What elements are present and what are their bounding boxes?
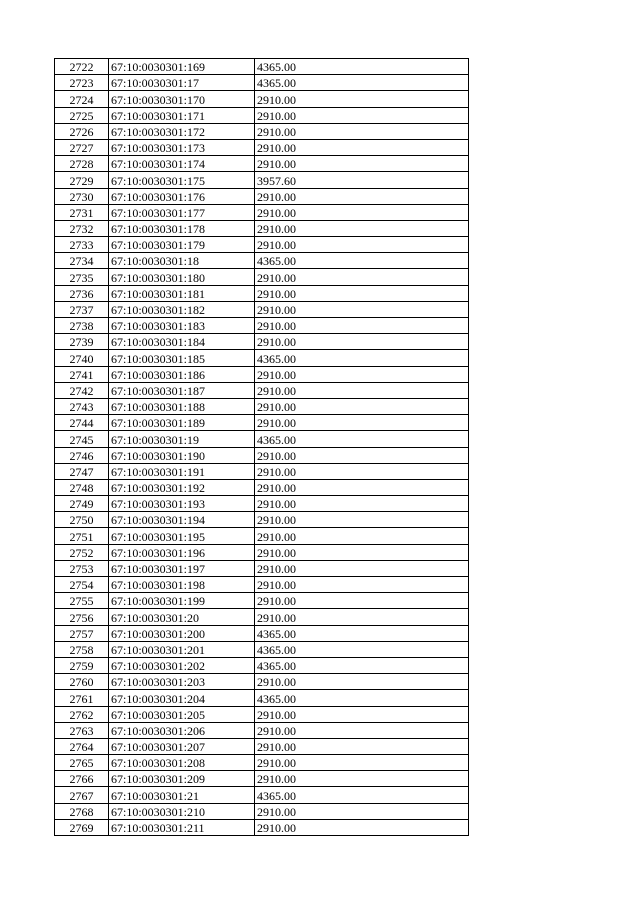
value-cell: 2910.00 bbox=[255, 544, 469, 560]
cadastral-number-cell: 67:10:0030301:188 bbox=[109, 398, 255, 414]
table-row bbox=[55, 91, 469, 107]
value-cell: 2910.00 bbox=[255, 479, 469, 495]
value-cell: 2910.00 bbox=[255, 496, 469, 512]
value-cell: 4365.00 bbox=[255, 787, 469, 803]
cadastral-number-cell: 67:10:0030301:186 bbox=[109, 366, 255, 382]
value-cell: 2910.00 bbox=[255, 803, 469, 819]
table-row bbox=[55, 188, 469, 204]
row-number-cell: 2738 bbox=[55, 318, 109, 334]
cadastral-number-cell: 67:10:0030301:17 bbox=[109, 75, 255, 91]
cadastral-number-cell: 67:10:0030301:173 bbox=[109, 139, 255, 155]
row-number-cell: 2764 bbox=[55, 738, 109, 754]
cadastral-number-cell: 67:10:0030301:20 bbox=[109, 609, 255, 625]
row-number-cell: 2743 bbox=[55, 398, 109, 414]
cadastral-number-cell: 67:10:0030301:193 bbox=[109, 496, 255, 512]
value-cell: 2910.00 bbox=[255, 318, 469, 334]
table-row bbox=[55, 544, 469, 560]
row-number-cell: 2762 bbox=[55, 706, 109, 722]
row-number-cell: 2756 bbox=[55, 609, 109, 625]
table-row bbox=[55, 156, 469, 172]
value-cell: 2910.00 bbox=[255, 674, 469, 690]
value-cell: 2910.00 bbox=[255, 609, 469, 625]
value-cell: 2910.00 bbox=[255, 366, 469, 382]
row-number-cell: 2723 bbox=[55, 75, 109, 91]
table-row bbox=[55, 657, 469, 673]
cadastral-number-cell: 67:10:0030301:203 bbox=[109, 674, 255, 690]
cadastral-number-cell: 67:10:0030301:200 bbox=[109, 625, 255, 641]
cadastral-value-table bbox=[54, 58, 469, 836]
value-cell: 2910.00 bbox=[255, 560, 469, 576]
cadastral-number-cell: 67:10:0030301:179 bbox=[109, 237, 255, 253]
cadastral-number-cell: 67:10:0030301:209 bbox=[109, 771, 255, 787]
cadastral-number-cell: 67:10:0030301:169 bbox=[109, 59, 255, 75]
row-number-cell: 2722 bbox=[55, 59, 109, 75]
value-cell: 2910.00 bbox=[255, 301, 469, 317]
row-number-cell: 2753 bbox=[55, 560, 109, 576]
value-cell: 2910.00 bbox=[255, 755, 469, 771]
row-number-cell: 2765 bbox=[55, 755, 109, 771]
cadastral-number-cell: 67:10:0030301:211 bbox=[109, 819, 255, 835]
value-cell: 2910.00 bbox=[255, 722, 469, 738]
cadastral-number-cell: 67:10:0030301:21 bbox=[109, 787, 255, 803]
value-cell: 4365.00 bbox=[255, 253, 469, 269]
table-row bbox=[55, 366, 469, 382]
row-number-cell: 2740 bbox=[55, 350, 109, 366]
row-number-cell: 2732 bbox=[55, 220, 109, 236]
row-number-cell: 2748 bbox=[55, 479, 109, 495]
value-cell: 2910.00 bbox=[255, 577, 469, 593]
table-row bbox=[55, 755, 469, 771]
table-row bbox=[55, 496, 469, 512]
cadastral-number-cell: 67:10:0030301:206 bbox=[109, 722, 255, 738]
table-row bbox=[55, 334, 469, 350]
table-row bbox=[55, 253, 469, 269]
cadastral-number-cell: 67:10:0030301:180 bbox=[109, 269, 255, 285]
row-number-cell: 2731 bbox=[55, 204, 109, 220]
row-number-cell: 2735 bbox=[55, 269, 109, 285]
row-number-cell: 2729 bbox=[55, 172, 109, 188]
row-number-cell: 2733 bbox=[55, 237, 109, 253]
value-cell: 2910.00 bbox=[255, 269, 469, 285]
row-number-cell: 2747 bbox=[55, 463, 109, 479]
cadastral-number-cell: 67:10:0030301:172 bbox=[109, 123, 255, 139]
table-row bbox=[55, 577, 469, 593]
table-row bbox=[55, 123, 469, 139]
value-cell: 2910.00 bbox=[255, 188, 469, 204]
value-cell: 2910.00 bbox=[255, 415, 469, 431]
table-row bbox=[55, 512, 469, 528]
table-row bbox=[55, 318, 469, 334]
value-cell: 2910.00 bbox=[255, 398, 469, 414]
cadastral-number-cell: 67:10:0030301:178 bbox=[109, 220, 255, 236]
row-number-cell: 2745 bbox=[55, 431, 109, 447]
value-cell: 2910.00 bbox=[255, 139, 469, 155]
table-row bbox=[55, 803, 469, 819]
cadastral-number-cell: 67:10:0030301:181 bbox=[109, 285, 255, 301]
table-row bbox=[55, 350, 469, 366]
table-row bbox=[55, 690, 469, 706]
cadastral-number-cell: 67:10:0030301:192 bbox=[109, 479, 255, 495]
table-row bbox=[55, 415, 469, 431]
cadastral-number-cell: 67:10:0030301:187 bbox=[109, 382, 255, 398]
row-number-cell: 2766 bbox=[55, 771, 109, 787]
table-row bbox=[55, 787, 469, 803]
table-row bbox=[55, 237, 469, 253]
cadastral-number-cell: 67:10:0030301:195 bbox=[109, 528, 255, 544]
value-cell: 2910.00 bbox=[255, 593, 469, 609]
table-row bbox=[55, 528, 469, 544]
cadastral-number-cell: 67:10:0030301:197 bbox=[109, 560, 255, 576]
row-number-cell: 2741 bbox=[55, 366, 109, 382]
row-number-cell: 2757 bbox=[55, 625, 109, 641]
row-number-cell: 2759 bbox=[55, 657, 109, 673]
table-row bbox=[55, 220, 469, 236]
value-cell: 4365.00 bbox=[255, 59, 469, 75]
cadastral-number-cell: 67:10:0030301:175 bbox=[109, 172, 255, 188]
row-number-cell: 2724 bbox=[55, 91, 109, 107]
row-number-cell: 2758 bbox=[55, 641, 109, 657]
row-number-cell: 2767 bbox=[55, 787, 109, 803]
table-row bbox=[55, 560, 469, 576]
table-row bbox=[55, 479, 469, 495]
row-number-cell: 2769 bbox=[55, 819, 109, 835]
value-cell: 4365.00 bbox=[255, 641, 469, 657]
cadastral-number-cell: 67:10:0030301:207 bbox=[109, 738, 255, 754]
row-number-cell: 2730 bbox=[55, 188, 109, 204]
row-number-cell: 2761 bbox=[55, 690, 109, 706]
value-cell: 4365.00 bbox=[255, 690, 469, 706]
value-cell: 4365.00 bbox=[255, 431, 469, 447]
value-cell: 2910.00 bbox=[255, 91, 469, 107]
cadastral-number-cell: 67:10:0030301:174 bbox=[109, 156, 255, 172]
cadastral-number-cell: 67:10:0030301:194 bbox=[109, 512, 255, 528]
value-cell: 2910.00 bbox=[255, 107, 469, 123]
value-cell: 2910.00 bbox=[255, 463, 469, 479]
value-cell: 2910.00 bbox=[255, 382, 469, 398]
cadastral-number-cell: 67:10:0030301:170 bbox=[109, 91, 255, 107]
row-number-cell: 2739 bbox=[55, 334, 109, 350]
cadastral-number-cell: 67:10:0030301:171 bbox=[109, 107, 255, 123]
value-cell: 4365.00 bbox=[255, 75, 469, 91]
table-row bbox=[55, 738, 469, 754]
table-row bbox=[55, 269, 469, 285]
table-row bbox=[55, 382, 469, 398]
value-cell: 2910.00 bbox=[255, 204, 469, 220]
cadastral-number-cell: 67:10:0030301:202 bbox=[109, 657, 255, 673]
cadastral-number-cell: 67:10:0030301:210 bbox=[109, 803, 255, 819]
table-row bbox=[55, 674, 469, 690]
cadastral-number-cell: 67:10:0030301:190 bbox=[109, 447, 255, 463]
cadastral-number-cell: 67:10:0030301:189 bbox=[109, 415, 255, 431]
cadastral-number-cell: 67:10:0030301:205 bbox=[109, 706, 255, 722]
row-number-cell: 2750 bbox=[55, 512, 109, 528]
table-row bbox=[55, 447, 469, 463]
cadastral-number-cell: 67:10:0030301:176 bbox=[109, 188, 255, 204]
table-row bbox=[55, 706, 469, 722]
value-cell: 2910.00 bbox=[255, 706, 469, 722]
row-number-cell: 2734 bbox=[55, 253, 109, 269]
cadastral-number-cell: 67:10:0030301:183 bbox=[109, 318, 255, 334]
table-row bbox=[55, 204, 469, 220]
cadastral-number-cell: 67:10:0030301:201 bbox=[109, 641, 255, 657]
value-cell: 2910.00 bbox=[255, 512, 469, 528]
row-number-cell: 2727 bbox=[55, 139, 109, 155]
row-number-cell: 2746 bbox=[55, 447, 109, 463]
row-number-cell: 2754 bbox=[55, 577, 109, 593]
value-cell: 4365.00 bbox=[255, 625, 469, 641]
table-row bbox=[55, 75, 469, 91]
cadastral-number-cell: 67:10:0030301:198 bbox=[109, 577, 255, 593]
value-cell: 2910.00 bbox=[255, 771, 469, 787]
row-number-cell: 2763 bbox=[55, 722, 109, 738]
cadastral-number-cell: 67:10:0030301:191 bbox=[109, 463, 255, 479]
value-cell: 4365.00 bbox=[255, 657, 469, 673]
cadastral-number-cell: 67:10:0030301:208 bbox=[109, 755, 255, 771]
table-row bbox=[55, 107, 469, 123]
row-number-cell: 2751 bbox=[55, 528, 109, 544]
row-number-cell: 2752 bbox=[55, 544, 109, 560]
table-row bbox=[55, 431, 469, 447]
value-cell: 2910.00 bbox=[255, 237, 469, 253]
cadastral-number-cell: 67:10:0030301:196 bbox=[109, 544, 255, 560]
value-cell: 2910.00 bbox=[255, 285, 469, 301]
table-row bbox=[55, 609, 469, 625]
table-row bbox=[55, 593, 469, 609]
row-number-cell: 2760 bbox=[55, 674, 109, 690]
cadastral-number-cell: 67:10:0030301:185 bbox=[109, 350, 255, 366]
row-number-cell: 2728 bbox=[55, 156, 109, 172]
table-row bbox=[55, 771, 469, 787]
row-number-cell: 2768 bbox=[55, 803, 109, 819]
cadastral-number-cell: 67:10:0030301:204 bbox=[109, 690, 255, 706]
row-number-cell: 2736 bbox=[55, 285, 109, 301]
table-row bbox=[55, 59, 469, 75]
table-row bbox=[55, 722, 469, 738]
value-cell: 2910.00 bbox=[255, 334, 469, 350]
cadastral-number-cell: 67:10:0030301:19 bbox=[109, 431, 255, 447]
table-row bbox=[55, 625, 469, 641]
cadastral-number-cell: 67:10:0030301:18 bbox=[109, 253, 255, 269]
cadastral-number-cell: 67:10:0030301:184 bbox=[109, 334, 255, 350]
value-cell: 2910.00 bbox=[255, 738, 469, 754]
row-number-cell: 2725 bbox=[55, 107, 109, 123]
table-row bbox=[55, 398, 469, 414]
table-row bbox=[55, 139, 469, 155]
row-number-cell: 2749 bbox=[55, 496, 109, 512]
value-cell: 2910.00 bbox=[255, 123, 469, 139]
row-number-cell: 2742 bbox=[55, 382, 109, 398]
value-cell: 2910.00 bbox=[255, 220, 469, 236]
row-number-cell: 2755 bbox=[55, 593, 109, 609]
row-number-cell: 2744 bbox=[55, 415, 109, 431]
table-row bbox=[55, 172, 469, 188]
table-row bbox=[55, 301, 469, 317]
row-number-cell: 2737 bbox=[55, 301, 109, 317]
value-cell: 4365.00 bbox=[255, 350, 469, 366]
value-cell: 2910.00 bbox=[255, 156, 469, 172]
cadastral-number-cell: 67:10:0030301:182 bbox=[109, 301, 255, 317]
cadastral-number-cell: 67:10:0030301:177 bbox=[109, 204, 255, 220]
table-row bbox=[55, 819, 469, 835]
table-row bbox=[55, 463, 469, 479]
value-cell: 2910.00 bbox=[255, 528, 469, 544]
table-body bbox=[55, 59, 469, 836]
value-cell: 3957.60 bbox=[255, 172, 469, 188]
value-cell: 2910.00 bbox=[255, 819, 469, 835]
table-row bbox=[55, 285, 469, 301]
value-cell: 2910.00 bbox=[255, 447, 469, 463]
cadastral-number-cell: 67:10:0030301:199 bbox=[109, 593, 255, 609]
row-number-cell: 2726 bbox=[55, 123, 109, 139]
table-row bbox=[55, 641, 469, 657]
